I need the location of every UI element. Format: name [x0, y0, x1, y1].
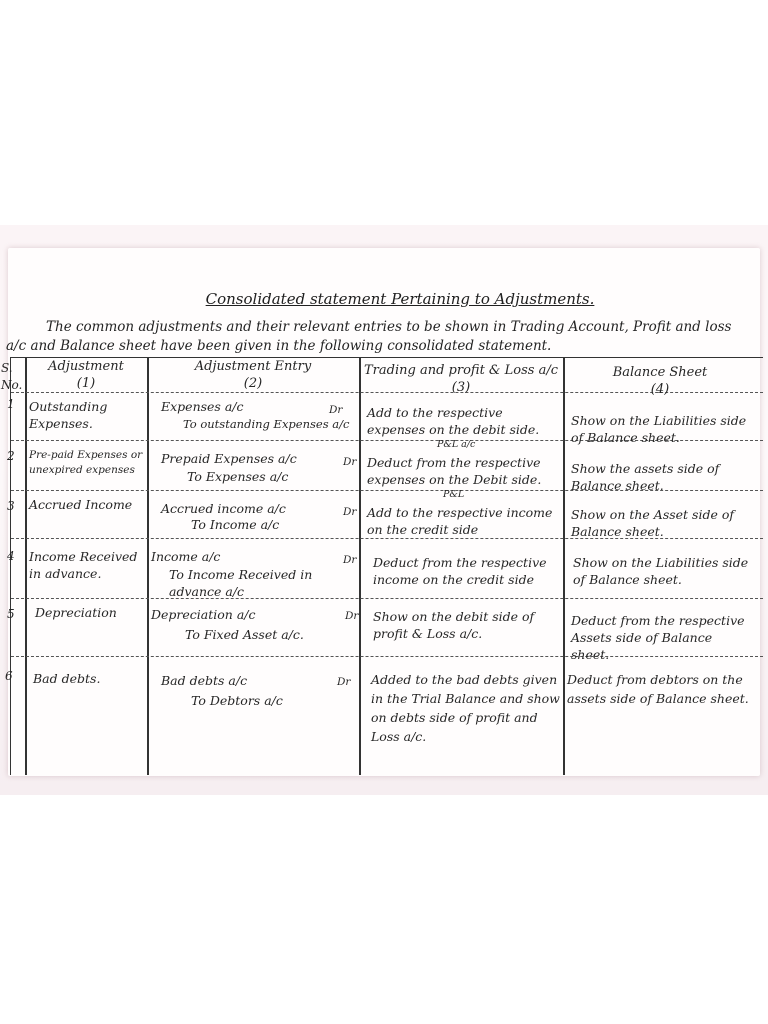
row-pl-note: P&L a/c: [437, 439, 476, 450]
column-divider: [25, 358, 27, 775]
row-pl-treatment: Deduct from the respective expenses on the Debit side.: [367, 455, 542, 487]
row-entry-dr: Dr: [337, 676, 351, 688]
row-number: 1: [7, 397, 15, 411]
row-entry-dr: Dr: [329, 404, 343, 416]
row-bs-treatment: Show on the Liabilities side of Balance sheet.: [571, 413, 747, 445]
header-balance-sheet: [565, 364, 755, 398]
row-entry-dr: Dr: [343, 456, 357, 468]
row-number: 6: [5, 669, 13, 683]
column-divider: [147, 358, 149, 775]
header-adjustment-entry: [149, 358, 357, 392]
row-pl-treatment: Deduct from the respective income on the credit side: [373, 555, 547, 587]
adjustments-table: [1, 357, 763, 775]
row-divider: [11, 598, 763, 600]
row-number: 4: [7, 549, 15, 563]
row-entry-debit: Expenses a/c: [161, 399, 244, 414]
row-pl-treatment: Add to the respective income on the credit side: [367, 505, 553, 537]
row-pl-treatment: Show on the debit side of profit & Loss a/c.: [373, 609, 535, 641]
header-adjustment-entry-label: Adjustment Entry: [194, 359, 312, 374]
header-sno: S. No.: [1, 361, 23, 392]
header-balance-sheet-num: (4): [650, 382, 670, 397]
row-adjustment: Outstanding Expenses.: [29, 399, 108, 431]
row-entry-debit: Income a/c: [151, 549, 221, 564]
row-entry-debit: Depreciation a/c: [151, 607, 256, 622]
row-pl-treatment: Added to the bad debts given in the Trial Balance and show on debts side of profit and Loss a/c.: [371, 672, 560, 744]
row-pl-note: P&L: [443, 489, 465, 500]
row-pl-treatment: Add to the respective expenses on the debit side.: [367, 405, 540, 437]
row-entry-dr: Dr: [343, 506, 357, 518]
row-entry-credit: To Expenses a/c: [187, 469, 289, 484]
row-entry-credit: To outstanding Expenses a/c: [183, 417, 350, 431]
row-entry-debit: Prepaid Expenses a/c: [161, 451, 297, 466]
intro-paragraph: The common adjustments and their relevant entries to be shown in Trading Account, Profit and loss a/c and Balance sheet have been given in the following consolidated statement.: [6, 319, 732, 354]
row-entry-credit: To Income Received in advance a/c: [169, 567, 313, 599]
row-number: 5: [7, 607, 15, 621]
header-adjustment-label: Adjustment: [48, 359, 124, 374]
row-entry-dr: Dr: [343, 554, 357, 566]
page-title: Consolidated statement Pertaining to Adjustments.: [205, 290, 595, 308]
header-trading-pl-label: Trading and profit & Loss a/c: [364, 363, 558, 378]
row-adjustment: Bad debts.: [33, 671, 101, 686]
header-adjustment-num: (1): [76, 376, 96, 391]
row-bs-treatment: Deduct from the respective Assets side of Balance sheet.: [571, 613, 745, 662]
header-balance-sheet-label: Balance Sheet: [612, 365, 708, 380]
row-adjustment: Depreciation: [35, 605, 117, 620]
header-trading-pl-num: (3): [451, 380, 471, 395]
column-divider: [563, 358, 565, 775]
header-trading-pl: [361, 362, 561, 396]
row-bs-treatment: Deduct from debtors on the assets side of Balance sheet.: [567, 672, 749, 706]
header-adjustment-entry-num: (2): [243, 376, 263, 391]
row-adjustment: Income Received in advance.: [29, 549, 138, 581]
row-bs-treatment: Show on the Liabilities side of Balance sheet.: [573, 555, 749, 587]
row-entry-credit: To Debtors a/c: [191, 693, 283, 708]
row-entry-credit: To Income a/c: [191, 517, 280, 532]
row-bs-treatment: Show the assets side of Balance sheet.: [571, 461, 720, 493]
row-adjustment: Accrued Income: [29, 497, 133, 512]
row-entry-debit: Bad debts a/c: [161, 673, 248, 688]
row-entry-debit: Accrued income a/c: [161, 501, 286, 516]
header-adjustment: [27, 358, 145, 392]
row-number: 2: [7, 449, 15, 463]
row-entry-credit: To Fixed Asset a/c.: [185, 627, 304, 642]
row-bs-treatment: Show on the Asset side of Balance sheet.: [571, 507, 734, 539]
row-number: 3: [7, 499, 15, 513]
row-entry-dr: Dr: [345, 610, 359, 622]
row-adjustment: Pre-paid Expenses or unexpired expenses: [29, 449, 143, 476]
